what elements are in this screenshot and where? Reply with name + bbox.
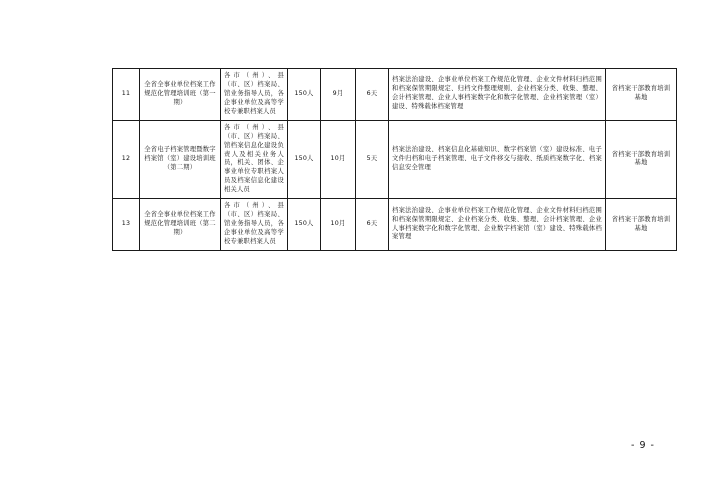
table-row — [113, 69, 677, 121]
table-body — [113, 69, 677, 251]
schedule-time-cell — [321, 69, 356, 121]
course-name-cell — [140, 199, 221, 251]
course-content: 档案法治建设、企事业单位档案工作规范化管理、企业文件材料归档范围和档案保管期限规定、企业档案分类、收集、整理、会计档案管理、企业人事档案数字化和数字化管理、企业数字档案馆（室）建设、特殊载体档案管理 — [392, 206, 602, 241]
duration: 5天 — [366, 154, 378, 162]
target-audience: 各市（州）、县（市、区）档案局、馆业务指导人员，各企事业单位及高等学校专兼职档案人员 — [224, 202, 284, 245]
participant-count: 150人 — [294, 154, 314, 162]
row-number: 12 — [121, 154, 131, 162]
schedule-time: 10月 — [330, 220, 346, 228]
table-row — [113, 120, 677, 199]
course-content: 档案法治建设、档案信息化基础知识、数字档案馆（室）建设标准、电子文件归档和电子档案管理、电子文件移交与接收、纸质档案数字化、档案信息安全管理 — [392, 146, 602, 171]
training-plan-table — [112, 68, 677, 251]
schedule-time-cell — [321, 120, 356, 199]
row-number-cell — [113, 69, 140, 121]
duration-cell — [356, 120, 389, 199]
duration-cell — [356, 199, 389, 251]
course-name: 全省电子档案管理暨数字档案馆（室）建设培训班（第二期） — [144, 146, 216, 171]
target-audience-cell — [221, 199, 288, 251]
venue-cell — [606, 120, 677, 199]
course-name: 全省全事业单位档案工作规范化管理培训班（第一期） — [144, 80, 216, 106]
target-audience: 各市（州）、县（市、区）档案局、馆业务指导人员，各企事业单位及高等学校专兼职档案人员 — [224, 72, 284, 115]
duration-cell — [356, 69, 389, 121]
participant-count: 150人 — [294, 89, 314, 97]
page-number: - 9 - — [631, 440, 655, 451]
participant-count-cell — [288, 199, 321, 251]
table-row — [113, 199, 677, 251]
course-content-cell — [389, 199, 606, 251]
course-name-cell — [140, 69, 221, 121]
row-number: 13 — [121, 220, 131, 228]
target-audience-cell — [221, 120, 288, 199]
participant-count-cell — [288, 120, 321, 199]
venue: 省档案干部教育培训基地 — [611, 85, 671, 102]
duration: 6天 — [366, 89, 378, 97]
participant-count-cell — [288, 69, 321, 121]
row-number-cell — [113, 120, 140, 199]
course-content: 档案法治建设、企事业单位档案工作规范化管理、企业文件材料归档范围和档案保管期限规定、归档文件整理规则、企业档案分类、收集、整理、会计档案管理、企业人事档案数字化和数字化管理、企业档案管理（室）建设、特殊载体档案管理 — [392, 76, 602, 111]
row-number-cell — [113, 199, 140, 251]
target-audience: 各市（州）、县（市、区）档案局、馆档案信息化建设负责人及相关业务人员，机关、团体、企事业单位专职档案人员及档案信息化建设相关人员 — [224, 123, 284, 194]
schedule-time: 10月 — [330, 154, 346, 162]
participant-count: 150人 — [294, 220, 314, 228]
schedule-time-cell — [321, 199, 356, 251]
row-number: 11 — [121, 89, 131, 97]
schedule-time: 9月 — [332, 89, 344, 97]
venue: 省档案干部教育培训基地 — [611, 150, 671, 167]
course-name-cell — [140, 120, 221, 199]
course-content-cell — [389, 120, 606, 199]
venue-cell — [606, 199, 677, 251]
course-name: 全省全事业单位档案工作规范化管理培训班（第二期） — [144, 211, 216, 236]
duration: 6天 — [366, 220, 378, 228]
target-audience-cell — [221, 69, 288, 121]
venue-cell — [606, 69, 677, 121]
venue: 省档案干部教育培训基地 — [611, 215, 671, 232]
course-content-cell — [389, 69, 606, 121]
